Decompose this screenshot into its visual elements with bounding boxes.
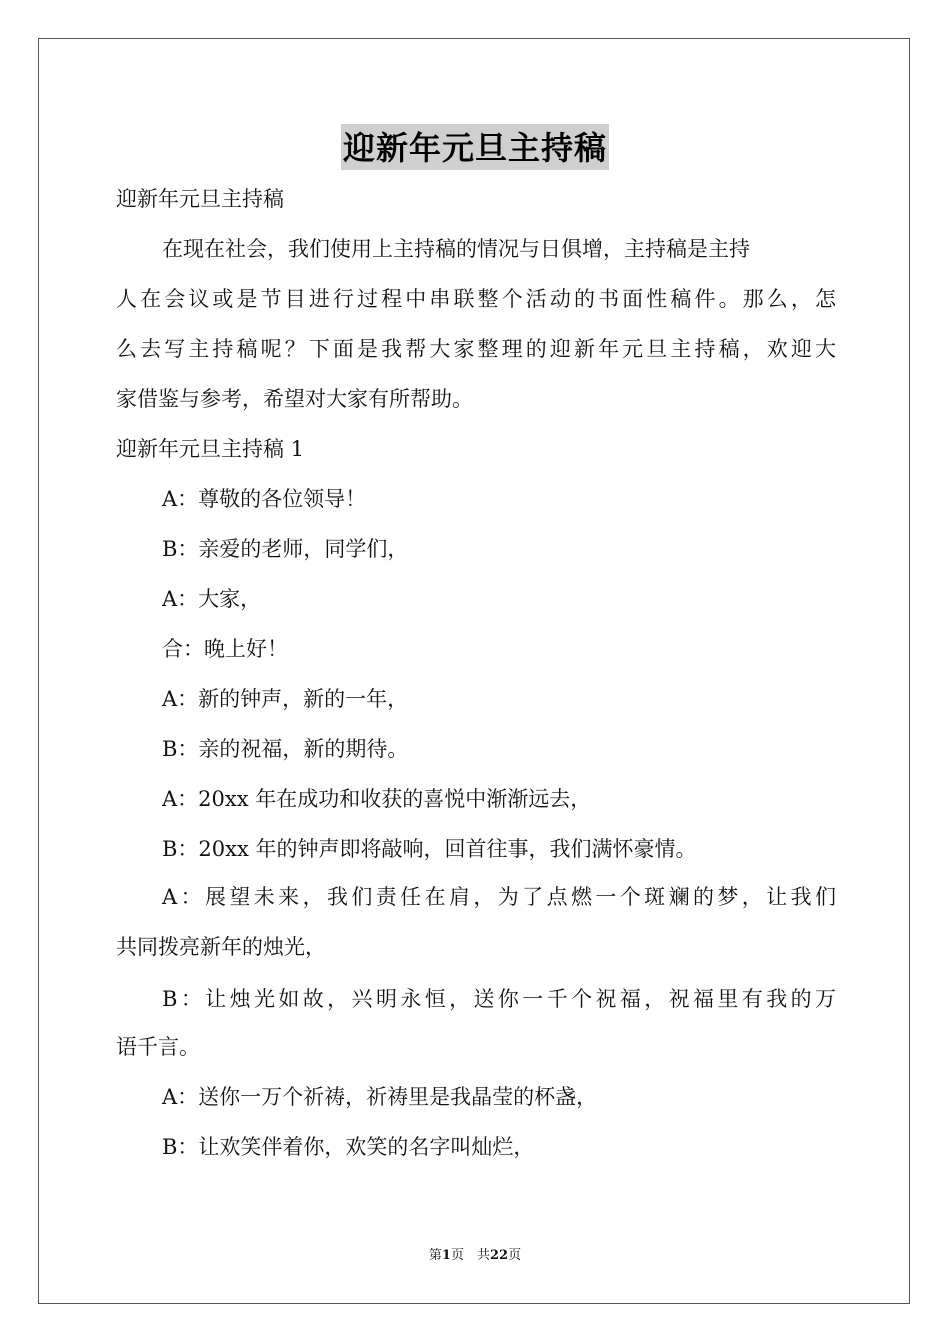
footer-middle: 页 共	[450, 1248, 490, 1263]
dialogue-line: A：展望未来，我们责任在肩，为了点燃一个斑斓的梦，让我们	[162, 885, 836, 909]
dialogue-line: A：20xx 年在成功和收获的喜悦中渐渐远去，	[162, 787, 592, 811]
dialogue-line: B：亲爱的老师，同学们，	[162, 537, 409, 561]
current-page-number: 1	[441, 1248, 451, 1263]
dialogue-line: B：20xx 年的钟声即将敲响，回首往事，我们满怀豪情。	[162, 837, 697, 861]
dialogue-line: A：送你一万个祈祷，祈祷里是我晶莹的杯盏，	[162, 1085, 598, 1109]
title-container	[0, 124, 950, 170]
dialogue-line: 共同拨亮新年的烛光，	[116, 935, 326, 959]
dialogue-line: 合：晚上好！	[162, 637, 288, 661]
page-border	[38, 38, 910, 1304]
total-page-count: 22	[489, 1248, 509, 1263]
intro-paragraph-line: 人在会议或是节目进行过程中串联整个活动的书面性稿件。那么，怎	[116, 287, 836, 311]
document-title: 迎新年元旦主持稿	[341, 124, 609, 170]
dialogue-line: A：大家，	[162, 587, 262, 611]
subtitle-line: 迎新年元旦主持稿	[116, 187, 284, 211]
page-footer	[0, 1244, 950, 1263]
section-heading: 迎新年元旦主持稿 1	[116, 437, 305, 461]
dialogue-line: B：亲的祝福，新的期待。	[162, 737, 409, 761]
dialogue-line: 语千言。	[116, 1035, 200, 1059]
dialogue-line: B：让欢笑伴着你，欢笑的名字叫灿烂，	[162, 1135, 535, 1159]
intro-paragraph-line: 家借鉴与参考，希望对大家有所帮助。	[116, 387, 473, 411]
intro-paragraph-line: 么去写主持稿呢？下面是我帮大家整理的迎新年元旦主持稿，欢迎大	[116, 337, 836, 361]
dialogue-line: B：让烛光如故，兴明永恒，送你一千个祝福，祝福里有我的万	[162, 987, 836, 1011]
footer-suffix: 页	[508, 1248, 522, 1263]
footer-prefix: 第	[428, 1248, 442, 1263]
dialogue-line: A：尊敬的各位领导！	[162, 487, 367, 511]
dialogue-line: A：新的钟声，新的一年，	[162, 687, 409, 711]
intro-paragraph-line: 在现在社会，我们使用上主持稿的情况与日俱增，主持稿是主持	[162, 237, 750, 261]
